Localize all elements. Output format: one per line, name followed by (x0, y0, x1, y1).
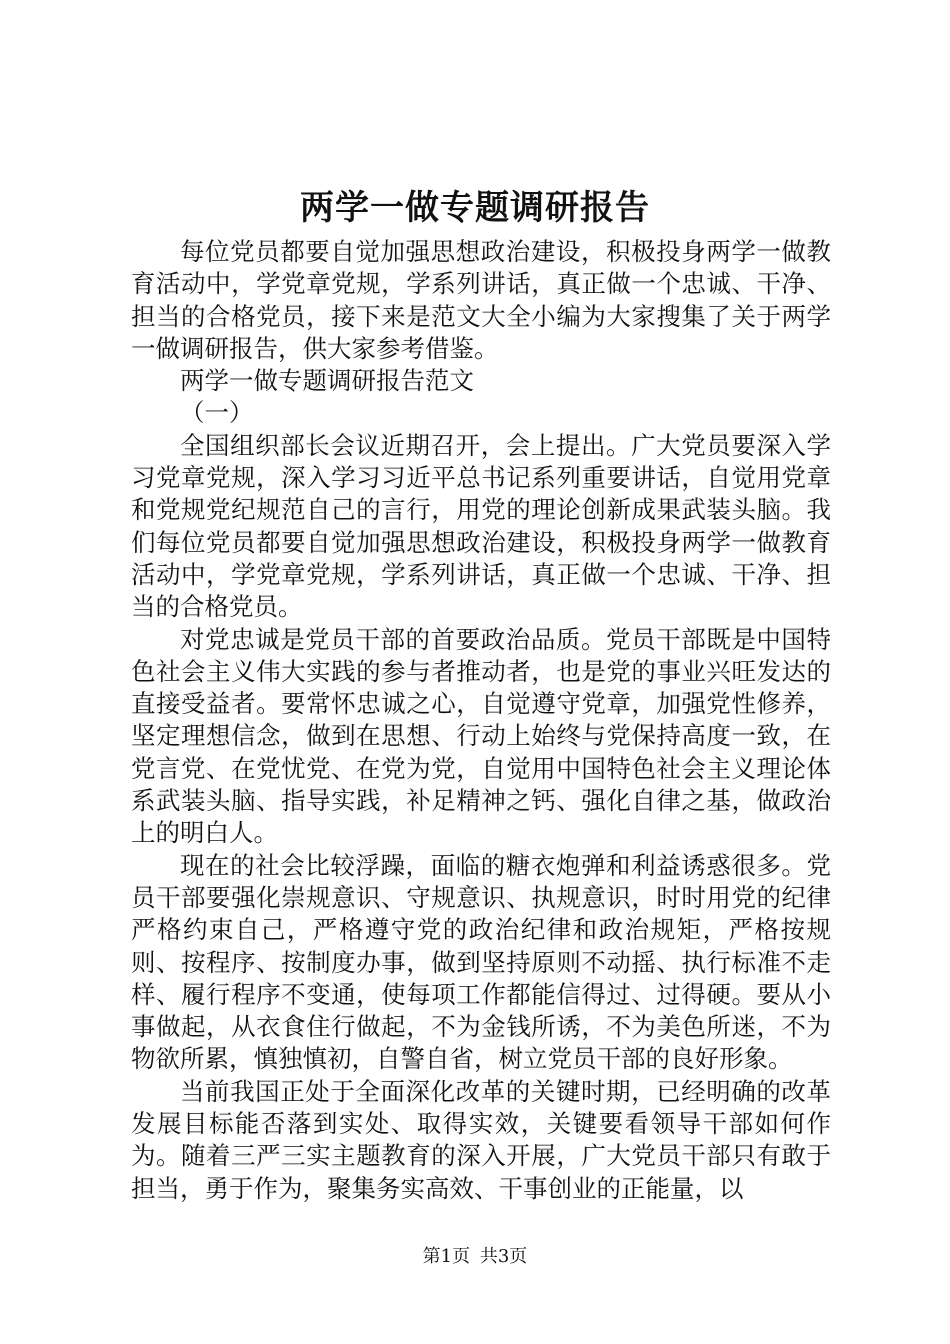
paragraph-body: 当前我国正处于全面深化改革的关键时期，已经明确的改革发展目标能否落到实处、取得实效，关键要看领导干部如何作为。随着三严三实主题教育的深入开展，广大党员干部只有敢于担当，勇于作为，聚集务实高效、干事创业的正能量，以 (131, 1076, 831, 1203)
document-body (131, 236, 831, 1205)
paragraph-body: 全国组织部长会议近期召开，会上提出。广大党员要深入学习党章党规，深入学习习近平总书记系列重要讲话，自觉用党章和党规党纪规范自己的言行，用党的理论创新成果武装头脑。我们每位党员都要自觉加强思想政治建设，积极投身两学一做教育活动中，学党章党规，学系列讲话，真正做一个忠诚、干净、担当的合格党员。 (131, 430, 831, 622)
page-footer (0, 1245, 950, 1269)
paragraph-body: 现在的社会比较浮躁，面临的糖衣炮弹和利益诱惑很多。党员干部要强化崇规意识、守规意识、执规意识，时时用党的纪律严格约束自己，严格遵守党的政治纪律和政治规矩，严格按规则、按程序、按制度办事，做到坚持原则不动摇、执行标准不走样、履行程序不变通，使每项工作都能信得过、过得硬。要从小事做起，从衣食住行做起，不为金钱所诱，不为美色所迷，不为物欲所累，慎独慎初，自警自省，树立党员干部的良好形象。 (131, 850, 831, 1074)
paragraph-section-number: （一） (180, 398, 254, 428)
page-number: 第1页 (422, 1246, 471, 1267)
paragraph-intro: 每位党员都要自觉加强思想政治建设，积极投身两学一做教育活动中，学党章党规，学系列讲话，真正做一个忠诚、干净、担当的合格党员，接下来是范文大全小编为大家搜集了关于两学一做调研报告，供大家参考借鉴。 (131, 237, 831, 363)
page-total: 共3页 (479, 1246, 528, 1267)
paragraph-body: 对党忠诚是党员干部的首要政治品质。党员干部既是中国特色社会主义伟大实践的参与者推动者，也是党的事业兴旺发达的直接受益者。要常怀忠诚之心，自觉遵守党章，加强党性修养，坚定理想信念，做到在思想、行动上始终与党保持高度一致，在党言党、在党忧党、在党为党，自觉用中国特色社会主义理论体系武装头脑、指导实践，补足精神之钙、强化自律之基，做政治上的明白人。 (131, 624, 831, 848)
paragraph-subtitle: 两学一做专题调研报告范文 (180, 366, 474, 396)
document-title: 两学一做专题调研报告 (300, 188, 650, 228)
